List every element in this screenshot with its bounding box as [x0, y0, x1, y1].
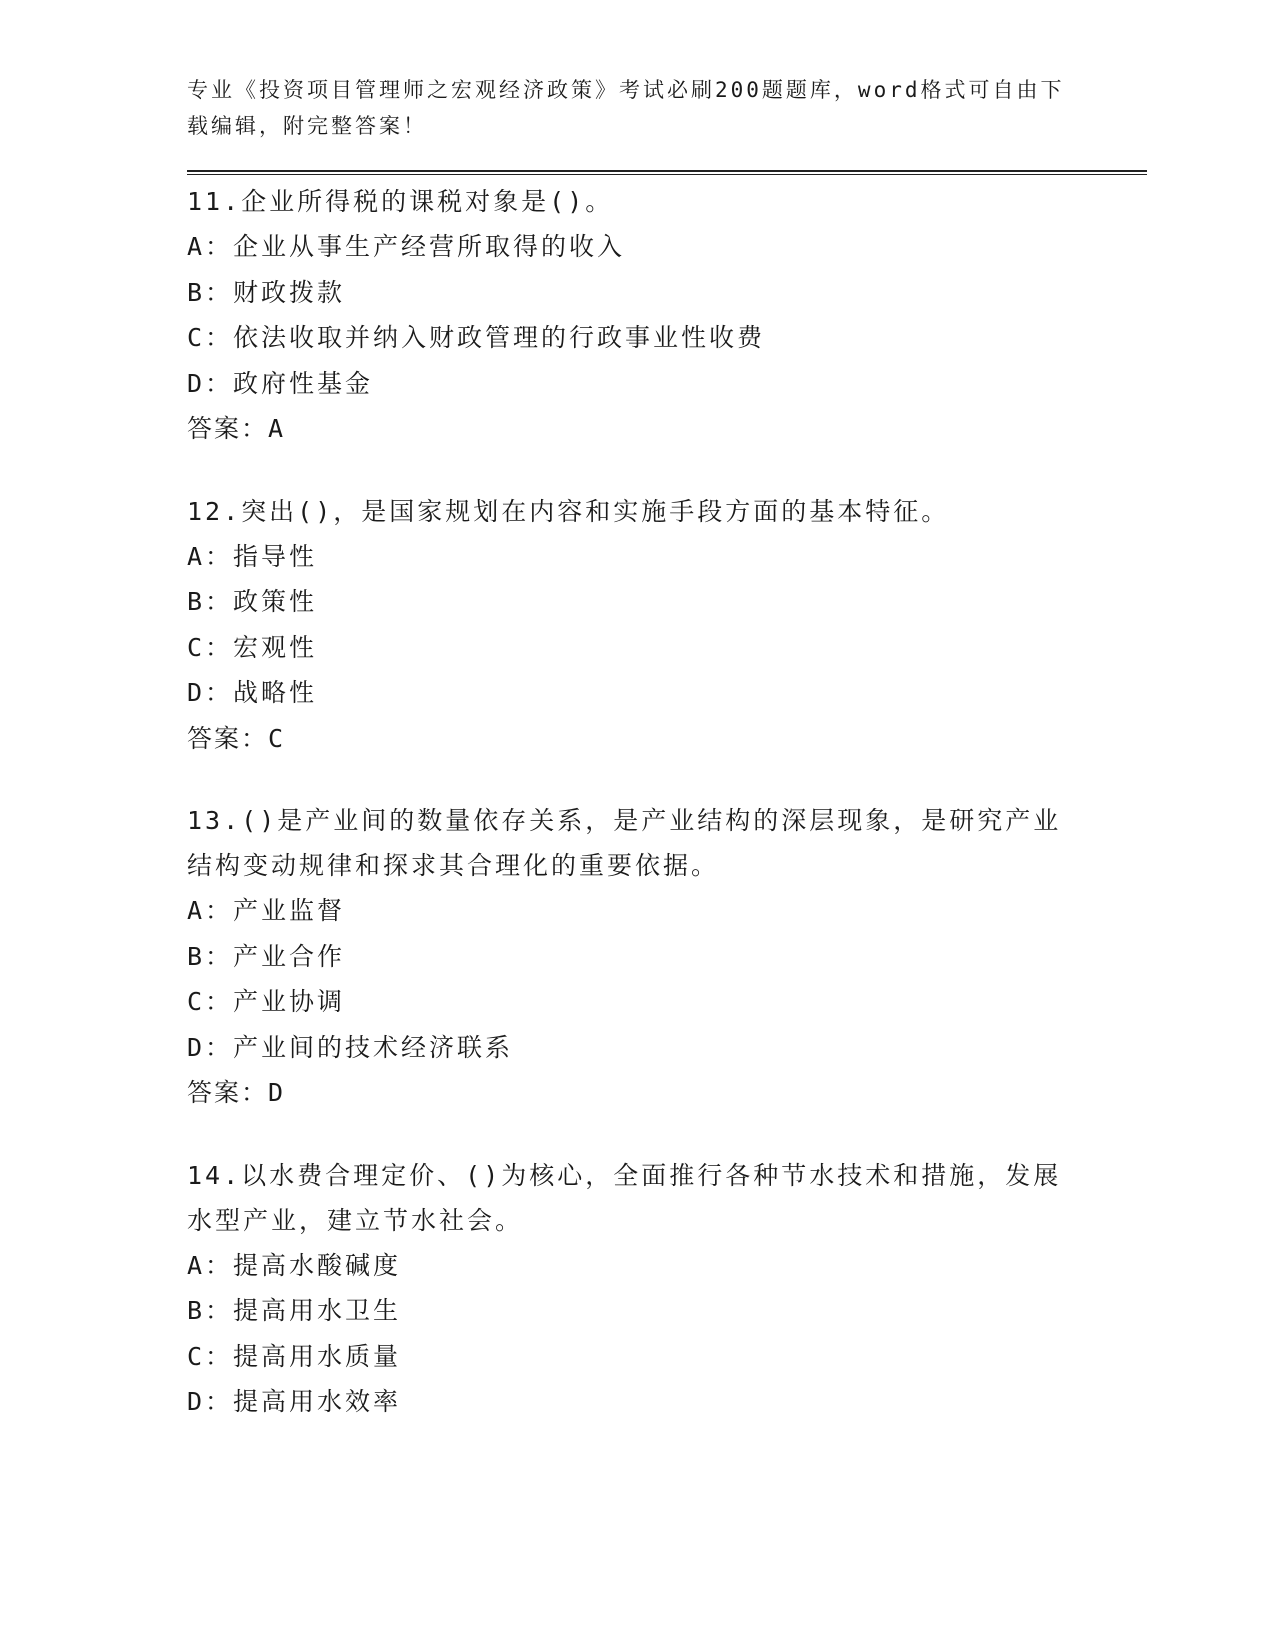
document-page: [187, 72, 1147, 1462]
option-c: C：依法收取并纳入财政管理的行政事业性收费: [187, 323, 766, 352]
question-stem: 13.()是产业间的数量依存关系，是产业结构的深层现象，是研究产业结构变动规律和探求其合理化的重要依据。: [187, 806, 1062, 880]
question-stem: 14.以水费合理定价、()为核心，全面推行各种节水技术和措施，发展水型产业，建立节水社会。: [187, 1160, 1062, 1235]
option-a: A：企业从事生产经营所取得的收入: [187, 232, 626, 261]
option-d: D：产业间的技术经济联系: [187, 1032, 514, 1062]
header-divider: [187, 170, 1147, 175]
answer-line: 答案：C: [187, 723, 286, 753]
question-11: [187, 179, 1147, 452]
document-header: 专业《投资项目管理师之宏观经济政策》考试必刷200题题库，word格式可自由下载编辑，附完整答案！: [187, 78, 1065, 138]
question-12: [187, 489, 1147, 762]
option-d: D：提高用水效率: [187, 1387, 402, 1416]
answer-line: 答案：A: [187, 414, 286, 443]
option-b: B：财政拨款: [187, 277, 346, 307]
option-c: C：提高用水质量: [187, 1341, 402, 1371]
option-c: C：宏观性: [187, 632, 318, 662]
question-stem: 11.企业所得税的课税对象是()。: [187, 187, 614, 216]
option-d: D：战略性: [187, 678, 318, 707]
option-a: A：指导性: [187, 541, 318, 571]
option-c: C：产业协调: [187, 987, 346, 1016]
question-stem: 12.突出()，是国家规划在内容和实施手段方面的基本特征。: [187, 496, 950, 526]
option-a: A：提高水酸碱度: [187, 1250, 402, 1280]
option-d: D：政府性基金: [187, 368, 374, 398]
answer-line: 答案：D: [187, 1078, 286, 1107]
question-13: [187, 798, 1147, 1116]
option-a: A：产业监督: [187, 896, 346, 925]
option-b: B：提高用水卫生: [187, 1296, 402, 1325]
question-14: [187, 1153, 1147, 1425]
option-b: B：政策性: [187, 587, 318, 616]
option-b: B：产业合作: [187, 941, 346, 971]
question-list: [187, 179, 1147, 1425]
